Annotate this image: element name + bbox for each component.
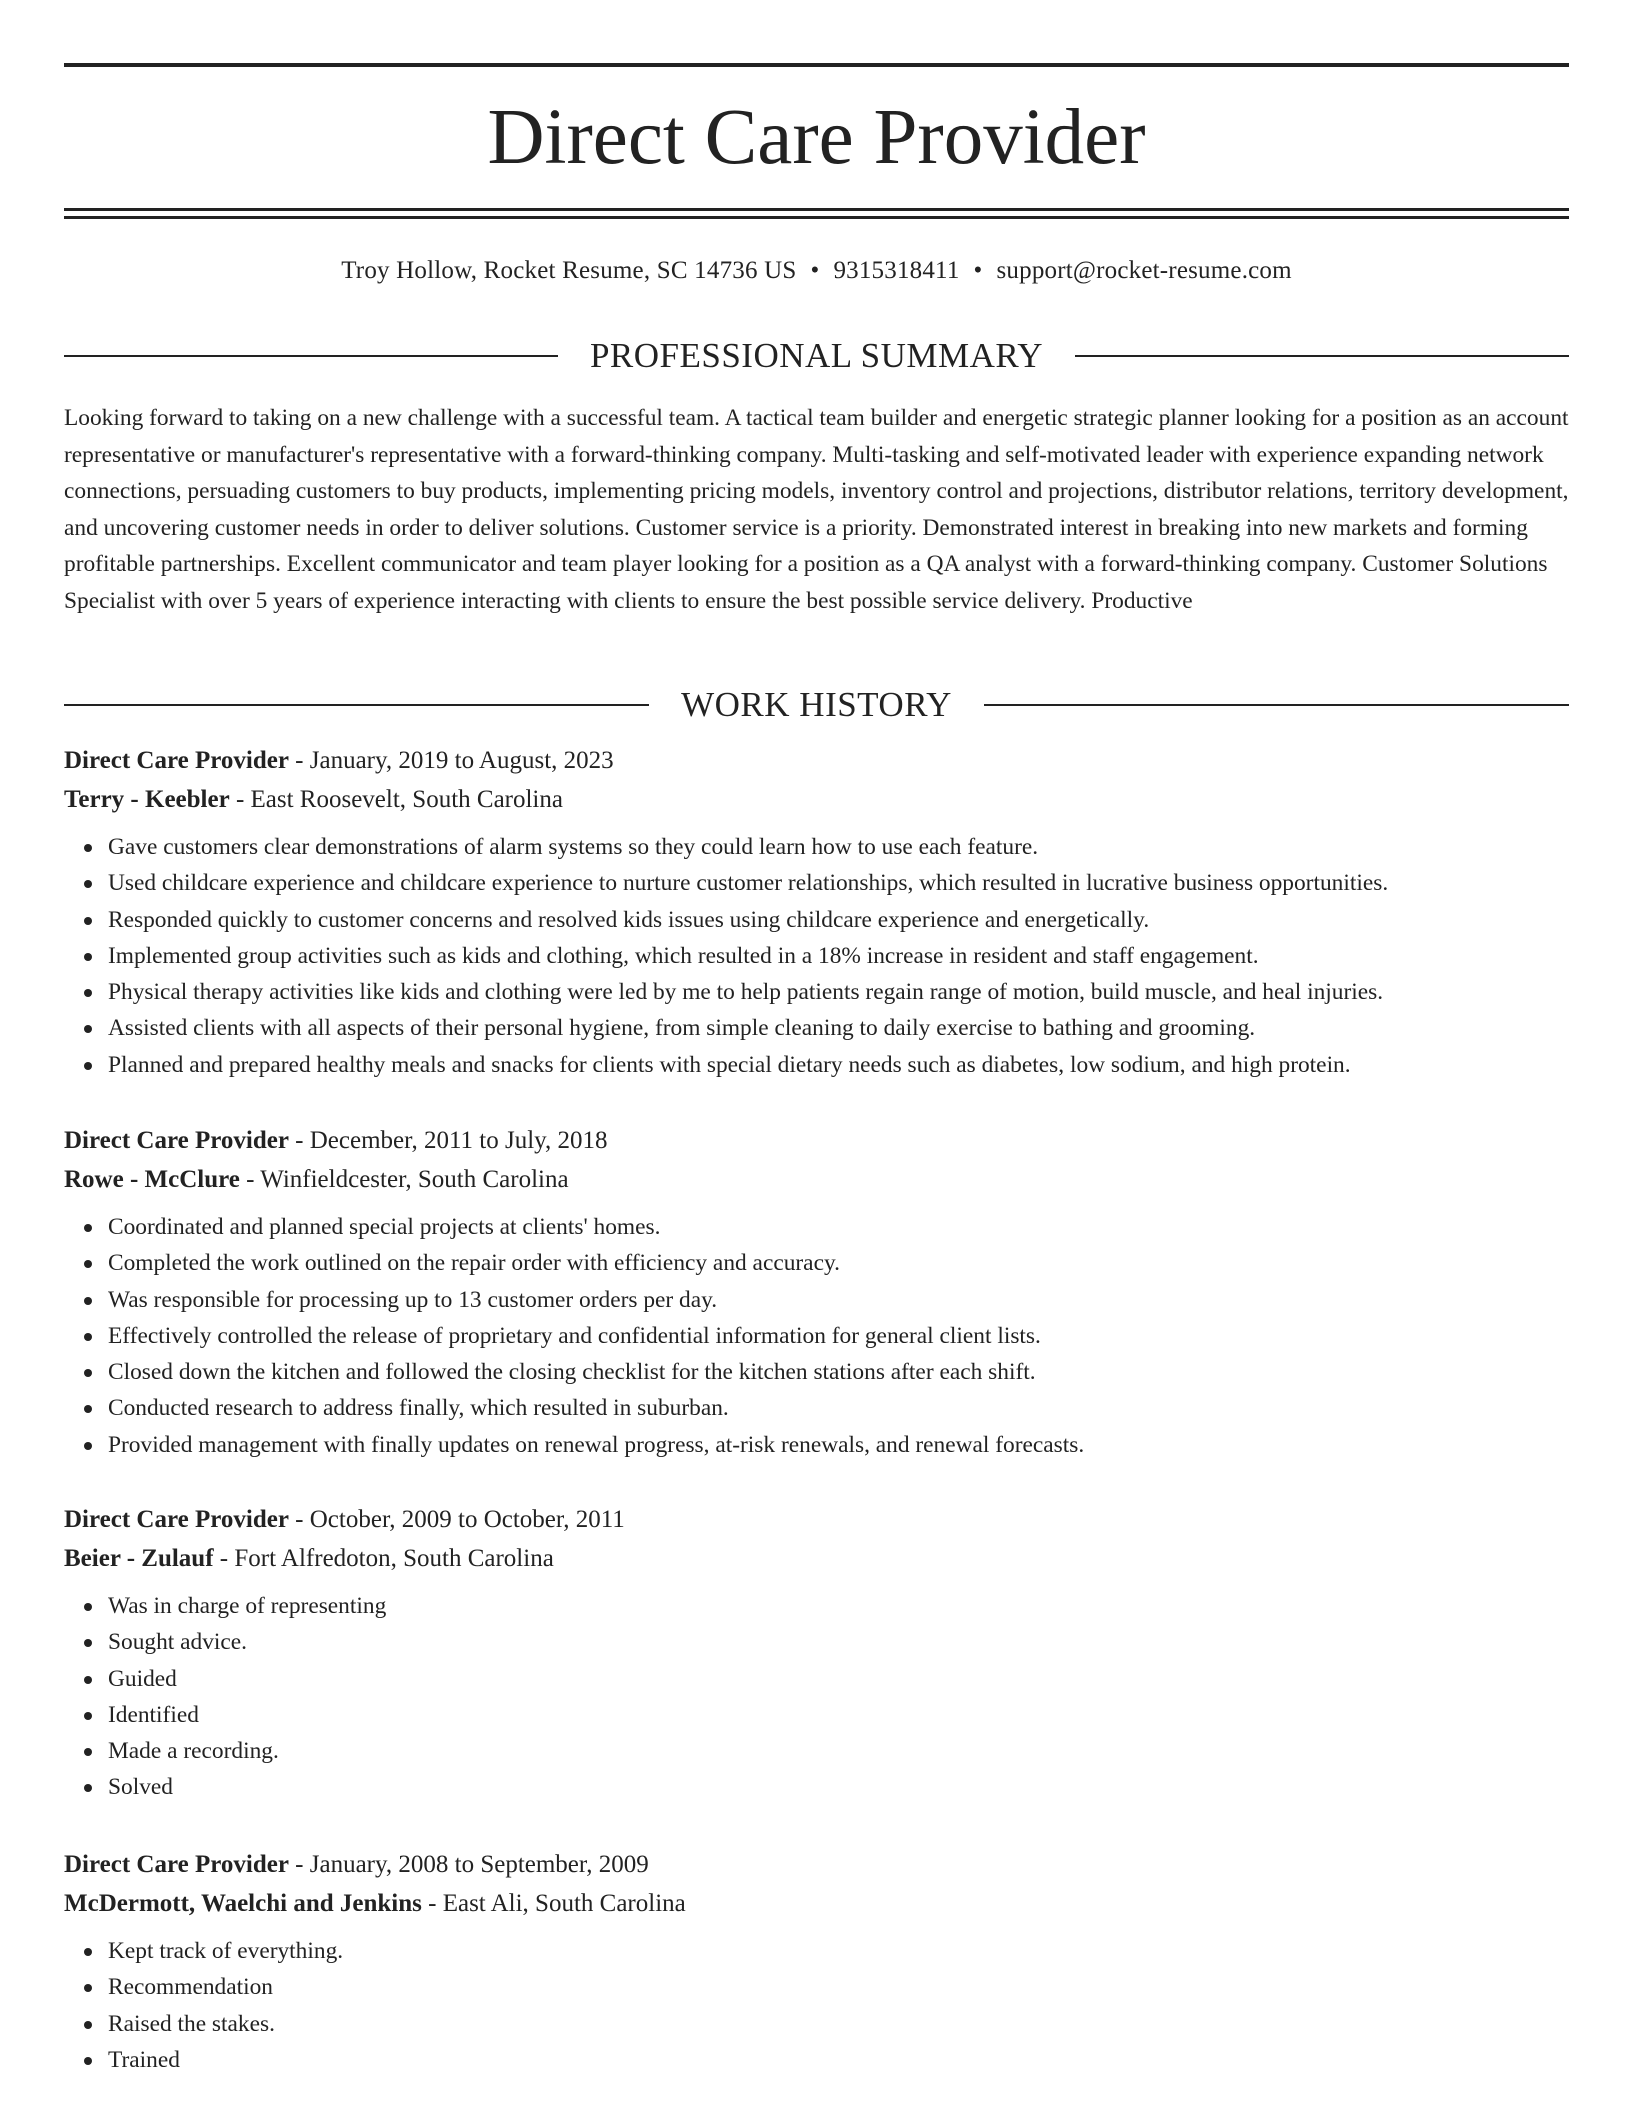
job-bullet: Effectively controlled the release of proprietary and confidential information for general client lists. — [108, 1318, 1569, 1354]
heading-rule-left — [64, 704, 649, 706]
job-entry — [64, 1845, 1569, 2078]
job-bullet: Was responsible for processing up to 13 customer orders per day. — [108, 1282, 1569, 1318]
job-bullet: Used childcare experience and childcare experience to nurture customer relationships, which resulted in lucrative business opportunities. — [108, 865, 1569, 901]
job-role: Direct Care Provider — [64, 1506, 289, 1533]
job-location: - East Roosevelt, South Carolina — [229, 786, 563, 813]
summary-heading-label: PROFESSIONAL SUMMARY — [589, 336, 1044, 375]
job-entry — [64, 741, 1569, 1083]
job-dates: - January, 2019 to August, 2023 — [288, 747, 614, 774]
job-bullet: Completed the work outlined on the repair order with efficiency and accuracy. — [108, 1245, 1569, 1281]
job-entry — [64, 1500, 1569, 1806]
job-role: Direct Care Provider — [64, 1127, 289, 1154]
job-bullet: Solved — [108, 1769, 1569, 1805]
job-dates: - January, 2008 to September, 2009 — [288, 1851, 649, 1878]
job-role: Direct Care Provider — [64, 1851, 289, 1878]
job-bullet: Planned and prepared healthy meals and snacks for clients with special dietary needs such as diabetes, low sodium, and high protein. — [108, 1047, 1569, 1083]
job-employer: Beier - Zulauf — [64, 1545, 214, 1572]
job-bullet: Responded quickly to customer concerns and resolved kids issues using childcare experience and energetically. — [108, 902, 1569, 938]
heading-rule-right — [984, 704, 1569, 706]
job-bullet: Coordinated and planned special projects at clients' homes. — [108, 1209, 1569, 1245]
contact-phone: 9315318411 — [833, 257, 960, 284]
summary-text: Looking forward to taking on a new challenge with a successful team. A tactical team builder and energetic strategic planner looking for a position as an account representative or manufacturer's representative with a forward-thinking company. Multi-tasking and self-motivated leader with experience expanding network connections, persuading customers to buy products, implementing pricing models, inventory control and projections, distributor relations, territory development, and uncovering customer needs in order to deliver solutions. Customer service is a priority. Demonstrated interest in breaking into new markets and forming profitable partnerships. Excellent communicator and team player looking for a position as a QA analyst with a forward-thinking company. Customer Solutions Specialist with over 5 years of experience interacting with clients to ensure the best possible service delivery. Productive — [64, 405, 1569, 614]
job-employer-line — [64, 1884, 1569, 1923]
job-bullet: Assisted clients with all aspects of their personal hygiene, from simple cleaning to daily exercise to bathing and grooming. — [108, 1010, 1569, 1046]
job-bullet: Provided management with finally updates on renewal progress, at-risk renewals, and renewal forecasts. — [108, 1427, 1569, 1463]
job-location: - Winfieldcester, South Carolina — [239, 1166, 569, 1193]
job-bullet-list — [64, 829, 1569, 1083]
job-employer: McDermott, Waelchi and Jenkins — [64, 1890, 422, 1917]
job-bullet: Trained — [108, 2042, 1569, 2078]
heading-rule-right — [1075, 355, 1569, 357]
job-dates: - October, 2009 to October, 2011 — [288, 1506, 625, 1533]
job-bullet: Conducted research to address finally, which resulted in suburban. — [108, 1390, 1569, 1426]
job-bullet: Was in charge of representing — [108, 1588, 1569, 1624]
job-bullet: Gave customers clear demonstrations of alarm systems so they could learn how to use each feature. — [108, 829, 1569, 865]
job-bullet-list — [64, 1588, 1569, 1806]
job-bullet: Recommendation — [108, 1969, 1569, 2005]
job-entry — [64, 1121, 1569, 1463]
job-bullet: Made a recording. — [108, 1733, 1569, 1769]
heading-rule-left — [64, 355, 558, 357]
job-role-line — [64, 741, 1569, 780]
contact-separator: • — [810, 257, 820, 284]
job-bullet: Identified — [108, 1697, 1569, 1733]
job-bullet: Implemented group activities such as kids and clothing, which resulted in a 18% increase in resident and staff engagement. — [108, 938, 1569, 974]
job-bullet: Guided — [108, 1661, 1569, 1697]
job-employer-line — [64, 780, 1569, 819]
work-history-section-heading — [64, 683, 1569, 727]
work-history-heading-label: WORK HISTORY — [681, 685, 952, 724]
job-bullet-list — [64, 1933, 1569, 2078]
job-employer: Rowe - McClure — [64, 1166, 240, 1193]
job-dates: - December, 2011 to July, 2018 — [288, 1127, 608, 1154]
job-role: Direct Care Provider — [64, 747, 289, 774]
resume-title: Direct Care Provider — [487, 94, 1146, 181]
job-bullet: Kept track of everything. — [108, 1933, 1569, 1969]
job-location: - East Ali, South Carolina — [421, 1890, 686, 1917]
contact-separator: • — [973, 257, 983, 284]
contact-email: support@rocket-resume.com — [996, 257, 1292, 284]
job-bullet: Raised the stakes. — [108, 2006, 1569, 2042]
job-role-line — [64, 1845, 1569, 1884]
contact-line — [64, 254, 1569, 288]
job-bullet: Closed down the kitchen and followed the closing checklist for the kitchen stations after each shift. — [108, 1354, 1569, 1390]
header-bottom-rule-2 — [64, 216, 1569, 219]
job-employer: Terry - Keebler — [64, 786, 230, 813]
job-role-line — [64, 1121, 1569, 1160]
job-bullet: Sought advice. — [108, 1624, 1569, 1660]
job-employer-line — [64, 1539, 1569, 1578]
contact-address: Troy Hollow, Rocket Resume, SC 14736 US — [341, 257, 797, 284]
job-bullet: Physical therapy activities like kids and clothing were led by me to help patients regain range of motion, build muscle, and heal injuries. — [108, 974, 1569, 1010]
header-top-rule — [64, 63, 1569, 67]
job-location: - Fort Alfredoton, South Carolina — [213, 1545, 554, 1572]
job-bullet-list — [64, 1209, 1569, 1463]
job-employer-line — [64, 1160, 1569, 1199]
header-bottom-rule-1 — [64, 208, 1569, 211]
job-role-line — [64, 1500, 1569, 1539]
summary-section-heading — [64, 334, 1569, 378]
